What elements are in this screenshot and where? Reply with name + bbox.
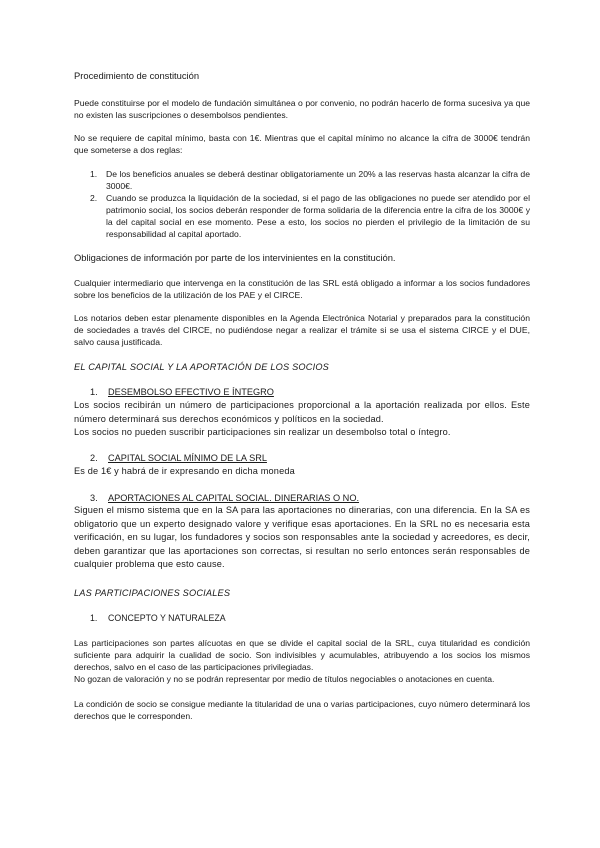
subsection-number: 3. xyxy=(90,493,98,503)
rules-list xyxy=(74,168,530,240)
subsection-label: CONCEPTO Y NATURALEZA xyxy=(108,613,226,623)
paragraph-capital-minimo-srl: Es de 1€ y habrá de ir expresando en dicha moneda xyxy=(74,466,295,476)
paragraph-desembolso: Los socios recibirán un número de participaciones proporcional a la aportación realizada por ellos. Este número determinará sus derechos económicos y políticos en la sociedad. Los socios no pueden suscribir participaciones sin realizar un desembolso total o íntegro. xyxy=(74,400,530,437)
section-title-capital-social: EL CAPITAL SOCIAL Y LA APORTACIÓN DE LOS SOCIOS xyxy=(74,362,329,372)
subsection-number: 2. xyxy=(90,453,98,463)
subsection-label: DESEMBOLSO EFECTIVO E ÍNTEGRO xyxy=(108,387,274,397)
subsection-number: 1. xyxy=(90,387,98,397)
rule-item xyxy=(74,168,530,192)
subsection-heading-desembolso xyxy=(90,386,274,398)
subsection-heading-aportaciones xyxy=(90,492,359,504)
section-title-participaciones: LAS PARTICIPACIONES SOCIALES xyxy=(74,588,231,598)
rule-number: 1. xyxy=(90,169,98,179)
title-obligaciones: Obligaciones de información por parte de los intervinientes en la constitución. xyxy=(74,252,396,263)
subsection-heading-capital-minimo xyxy=(90,452,267,464)
subsection-label: CAPITAL SOCIAL MÍNIMO DE LA SRL xyxy=(108,453,267,463)
paragraph-participaciones: Las participaciones son partes alícuotas en que se divide el capital social de la SRL, cuya titularidad es condición suficiente para adquirir la cualidad de socio. Son indivisibles y acumulables, atribuyendo a los socios los mismos derechos, salvo en el caso de las participaciones privilegiadas. No gozan de valoración y no se podrán representar por medio de títulos negociables o anotaciones en cuenta. xyxy=(74,638,530,684)
rule-number: 2. xyxy=(90,193,98,203)
paragraph-capital-minimo: No se requiere de capital mínimo, basta con 1€. Mientras que el capital mínimo no alcance la cifra de 3000€ tendrán que someterse a dos reglas: xyxy=(74,133,530,155)
paragraph-aportaciones: Siguen el mismo sistema que en la SA para las aportaciones no dinerarias, con una diferencia. En la SA es obligatorio que un experto designado valore y verifique esas aportaciones. En la SRL no es necesaria esta verificación, en su lugar, los fundadores y socios son responsables ante la sociedad y acreedores, es decir, deben garantizar que las aportaciones son correctas, si resultan no serlo entonces serán responsables de cualquier problema que esto cause. xyxy=(74,505,530,569)
paragraph-condicion-socio: La condición de socio se consigue mediante la titularidad de una o varias participaciones, cuyo número determinará los derechos que le corresponden. xyxy=(74,699,530,721)
paragraph-notarios: Los notarios deben estar plenamente disponibles en la Agenda Electrónica Notarial y preparados para la constitución de sociedades a través del CIRCE, no pudiéndose negar a realizar el trámite si se usa el sistema CIRCE y el DUE, salvo causa justificada. xyxy=(74,313,530,347)
paragraph-fundacion: Puede constituirse por el modelo de fundación simultánea o por convenio, no podrán hacerlo de forma sucesiva ya que no existen las suscripciones o desembolsos pendientes. xyxy=(74,98,530,120)
title-procedimiento: Procedimiento de constitución xyxy=(74,70,200,81)
rule-text: De los beneficios anuales se deberá destinar obligatoriamente un 20% a las reservas hasta alcanzar la cifra de 3000€. xyxy=(106,169,530,191)
rule-item xyxy=(74,192,530,240)
rule-text: Cuando se produzca la liquidación de la sociedad, si el pago de las obligaciones no puede ser atendido por el patrimonio social, los socios deberán responder de forma solidaria de la diferencia entre la cifra de los 3000€ y la del capital social en ese momento. Pese a esto, los socios no pierden el privilegio de la limitación de su responsabilidad al capital aportado. xyxy=(106,193,530,239)
subsection-label: APORTACIONES AL CAPITAL SOCIAL. DINERARIAS O NO. xyxy=(108,493,360,503)
subsection-number: 1. xyxy=(90,613,98,623)
subsection-heading-concepto xyxy=(90,612,226,624)
paragraph-intermediario: Cualquier intermediario que intervenga en la constitución de las SRL está obligado a informar a los socios fundadores sobre los beneficios de la utilización de los PAE y el CIRCE. xyxy=(74,278,530,300)
